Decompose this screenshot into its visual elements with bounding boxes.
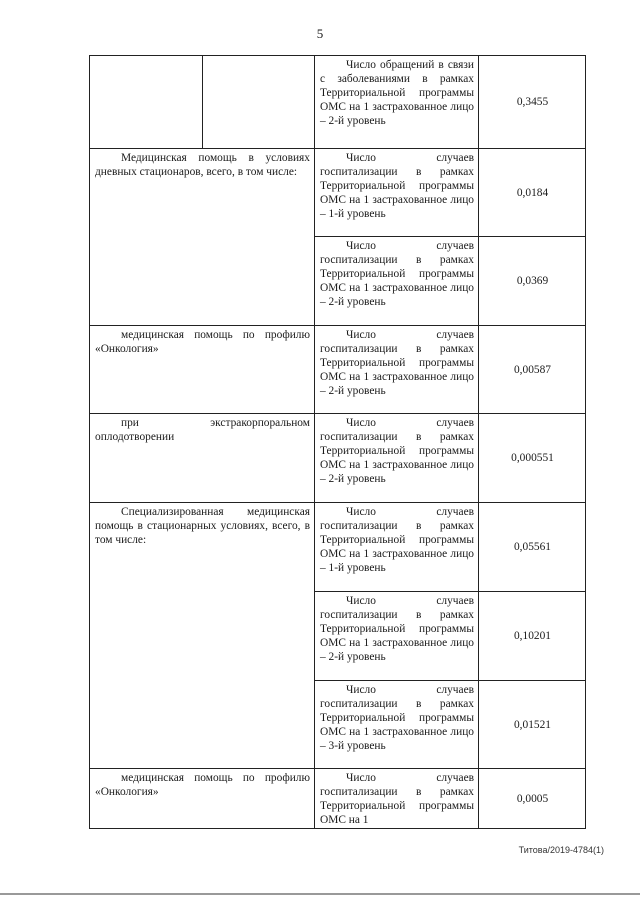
value-cell: 0,0005 — [479, 769, 586, 829]
value-cell: 0,00587 — [479, 326, 586, 414]
group-cell: медицинская помощь по профилю «Онкология» — [90, 769, 315, 829]
indicators-table — [89, 55, 586, 829]
table-row — [90, 56, 586, 149]
group-cell: медицинская помощь по профилю «Онкология» — [90, 326, 315, 414]
group-cell: Специализированная медицинская помощь в стационарных условиях, всего, в том числе: — [90, 503, 315, 769]
page-edge-line — [0, 893, 640, 895]
table-row — [90, 503, 586, 592]
group-cell: Медицинская помощь в условиях дневных стационаров, всего, в том числе: — [90, 149, 315, 326]
document-code: Титова/2019-4784(1) — [518, 845, 604, 855]
table-row — [90, 149, 586, 237]
table-row — [90, 326, 586, 414]
page-number: 5 — [316, 26, 324, 41]
group-cell: при экстракорпоральном оплодотворении — [90, 414, 315, 503]
value-cell: 0,0184 — [479, 149, 586, 237]
table-cell-empty — [90, 56, 203, 149]
indicator-cell: Число случаев госпитализации в рамках Территориальной программы ОМС на 1 — [315, 769, 479, 829]
indicator-cell: Число случаев госпитализации в рамках Территориальной программы ОМС на 1 застрахованное лицо – 2-й уровень — [315, 237, 479, 326]
table-row — [90, 769, 586, 829]
value-cell: 0,05561 — [479, 503, 586, 592]
value-cell: 0,10201 — [479, 592, 586, 681]
value-cell: 0,3455 — [479, 56, 586, 149]
value-cell: 0,01521 — [479, 681, 586, 769]
table-row — [90, 414, 586, 503]
indicator-cell: Число случаев госпитализации в рамках Территориальной программы ОМС на 1 застрахованное лицо – 2-й уровень — [315, 326, 479, 414]
indicator-cell: Число случаев госпитализации в рамках Территориальной программы ОМС на 1 застрахованное лицо – 3-й уровень — [315, 681, 479, 769]
indicator-cell: Число обращений в связи с заболеваниями в рамках Территориальной программы ОМС на 1 застрахованное лицо – 2-й уровень — [315, 56, 479, 149]
indicator-cell: Число случаев госпитализации в рамках Территориальной программы ОМС на 1 застрахованное лицо – 2-й уровень — [315, 414, 479, 503]
value-cell: 0,000551 — [479, 414, 586, 503]
table-cell-empty — [203, 56, 315, 149]
indicator-cell: Число случаев госпитализации в рамках Территориальной программы ОМС на 1 застрахованное лицо – 1-й уровень — [315, 149, 479, 237]
indicator-cell: Число случаев госпитализации в рамках Территориальной программы ОМС на 1 застрахованное лицо – 2-й уровень — [315, 592, 479, 681]
indicator-cell: Число случаев госпитализации в рамках Территориальной программы ОМС на 1 застрахованное лицо – 1-й уровень — [315, 503, 479, 592]
value-cell: 0,0369 — [479, 237, 586, 326]
